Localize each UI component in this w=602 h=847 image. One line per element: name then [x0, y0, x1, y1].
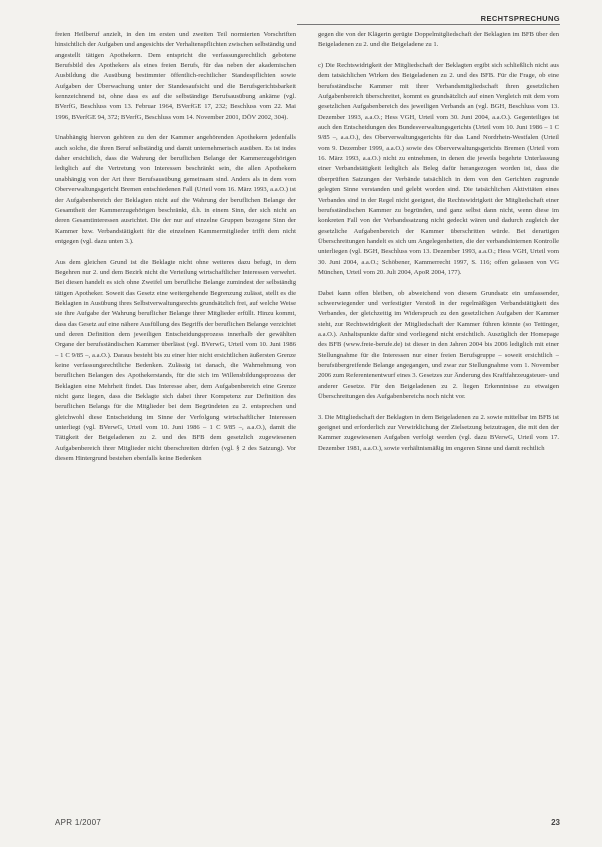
journal-issue: APR 1/2007 [55, 818, 102, 827]
paragraph: Aus dem gleichen Grund ist die Beklagte nicht ohne weiteres dazu befugt, in dem Begehren nur 2. und dem Bezirk nicht die Verteilung wirtschaftlicher Interessen verwehrt. Bei diesen handelt es sich ohne Zweifel um berufliche Belange zumindest der selbständig tätigen Apotheker. Soweit das Gesetz eine weitergehende Begrenzung zulässt, stellt es die Beklagten in Ausübung ihres Selbstverwaltungsrechts grundsätzlich frei, auf welche Weise sie ihre Aufgabe der Wahrung beruflicher Belange ihrer Mitglieder erfüllt. Hinzu kommt, dass das Gesetz auf eine nähere Ausfüllung des Begriffs der beruflichen Belange verzichtet und deren Definition dem jeweiligen Entscheidungsprozess innerhalb der gewählten Organe der berufsständischen Kammer überlässt (vgl. BVerwG, Urteil vom 10. Juni 1986 – 1 C 9/85 –, a.a.O.). Daraus besteht bis zu einer hier nicht ersichtlichen äußersten Grenze keine verfassungsrechtliche Bedenken. Zulässig ist danach, die Wahrnehmung von beruflichen Belangen des Apothekerstands, für die sich im Willensbildungsprozess der Beklagten eine Mehrheit findet. Das Interesse aber, dem Aufgabenbereich eine Grenze nicht ganz liegen, dass die Beklagte sich dabei ihrer Kompetenz zur Definition des beruflichen Belangs für die Mitglieder bei dem Begründeten zu 2. entsprechen und gleichwohl diese Entscheidung im Sinne der Verfolgung wirtschaftlicher Interessen unterliegt (vgl. BVerwG, Urteil vom 10. Juni 1986 – 1 C 9/85 –, a.a.O.), damit die Tätigkeit der Beigeladenen zu 2. und des BFB dem gesetzlich zugewiesenen Aufgabenbereich ihrer Mitglieder nicht überschreiten dürfen (vgl. § 2 des Satzung). Vor diesem Hintergrund bestehen ebenfalls keine Bedenken [55, 258, 296, 463]
paragraph: Unabhängig hiervon gehören zu den der Kammer angehörenden Apothekern jedenfalls auch solche, die ihren Beruf selbständig und damit unternehmerisch ausüben. Es ist indes daher ersichtlich, dass die Wahrung der beruflichen Belange der Kammerzugehörigen lediglich auf die Vertretung von Interessen beschränkt sein, die allen Apothekern unabhängig von der Art ihrer Berufsausübung gemeinsam sind. Anders als in dem vom Oberverwaltungsgericht Bremen entschiedenen Fall (Urteil vom 16. März 1993, a.a.O.) ist der Aufgabenbereich der Beklagten nicht auf die Wahrung der beruflichen Belange der Gesamtheit der Kammerzugehörigen beschränkt, d.h. in einem Sinn, der sich nicht an deren Gesamtinteressen ausrichtet. Die der nur auf einzelne Gruppen bezogene Sinn der Kammer bzw. Verbandstätigkeit für die einzelnen Kammermitglieder trifft dem nicht entgegen (vgl. dazu unten 3.). [55, 134, 296, 245]
paragraph: freien Heilberuf anzielt, in den im ersten und zweiten Teil normierten Vorschriften hinsichtlich der Aufgaben und angesichts der Verhaltenspflichten zwischen selbständig und angestellt tätigen Apothekern. Dem entspricht die verfassungsrechtlich gebotene Berufsbild des Apothekers als eines freien Berufs, für das neben der akademischen Ausbildung die Ausübung bestimmter öffentlich-rechtlicher Standespflichten sowie Aufgaben der Überwachung unter der Standesaufsicht und die Berufsgerichtsbarkeit kennzeichnend ist, ohne dass es auf die selbständige Berufsausübung ankäme (vgl. BVerfG, Beschluss vom 13. Februar 1964, BVerfGE 17, 232; Beschluss vom 22. Mai 1996, BVerfGE 94, 372; BVerfG, Beschluss vom 14. November 2001, DÖV 2002, 304). [55, 31, 296, 121]
paragraph: c) Die Rechtswidrigkeit der Mitgliedschaft der Beklagten ergibt sich schließlich nicht aus dem tatsächlichen Wirken des Beigeladenen zu 2. und des BFB. Für die Frage, ob eine berufsständische Kammer mit ihrer Verbandsmitgliedschaft ihren gesetzlichen Aufgabenbereich überschreitet, kommt es grundsätzlich auf einen Vergleich mit dem vom gesetzlichen Aufgabenbereich des jeweiligen Verbands an (vgl. BGH, Beschluss vom 13. Dezember 1993, a.a.O.; Hess VGH, Urteil vom 30. Juni 2004, a.a.O.). Gegenteiliges ist auch den Entscheidungen des Bundesverwaltungsgerichts (Urteil vom 10. Juni 1986 – 1 C 9/85 –, a.a.O.), des Oberverwaltungsgerichts für das Land Nordrhein-Westfalen (Urteil vom 9. Dezember 1999, a.a.O.) sowie des Oberverwaltungsgerichts Bremen (Urteil vom 16. März 1993, a.a.O.) nicht zu entnehmen, in denen die jeweils begehrte Unterlassung einer Verbandstätigkeit lediglich als Beleg dafür herangezogen worden ist, dass die überprüften Satzungen der Verbände tatsächlich in dem von den Gerichten zugrunde gelegten Sinne verstanden und gelebt worden sind. Die tatsächlichen Aktivitäten eines Verbandes sind in der Regel nicht geeignet, die Rechtswidrigkeit der Mitgliedschaft einer berufsständischen Kammer zu begründen, und ganz selbst dann nicht, wenn diese im konkreten Fall von der Verbandssatzung nicht gedeckt wären und dadurch zugleich der gesetzliche Aufgabenbereich der Kammer überschritten würde. Bei derartigen Überschreitungen handelt es sich um Angelegenheiten, die der verbandsinternen Kontrolle unterliegen (vgl. BGH, Beschluss vom 13. Dezember 1993, a.a.O.; Hess VGH, Urteil vom 30. Juni 2004, a.a.O.; Schöbener, Kammerrecht 1997, S. 116; offen gelassen von VG München, Urteil vom 20. Juli 2004, ApoR 2004, 177). [318, 62, 559, 276]
left-column [55, 30, 296, 806]
header-rule [297, 24, 560, 25]
paragraph: gegen die von der Klägerin gerügte Doppelmitgliedschaft der Beklagten im BFB über den Beigeladenen zu 2. und die Beigeladene zu 1. [318, 31, 559, 49]
paragraph: Dabei kann offen bleiben, ob abweichend von diesem Grundsatz ein umfassender, schwerwiegender und verfestigter Verstoß in der regelmäßigen Verbandstätigkeit des Verbandes, der gleichzeitig im Widerspruch zu den gesetzlichen Aufgaben der Kammer steht, zur Rechtswidrigkeit der Mitgliedschaft der Kammer führen könnte (so Tettinger, a.a.O.). Anhaltspunkte dafür sind vorliegend nicht ersichtlich. Auszüglich der Homepage des BFB (www.freie-berufe.de) ist dieser in den Jahren 2004 bis 2006 lediglich mit einer Stellungnahme für die Interessen nur einer freien Berufsgruppe – soweit ersichtlich – berufsübergreifende Belange angegangen, und zwar zur Stellungnahme vom 1. November 2006 zum Referentenentwurf eines 3. Gesetzes zur Änderung des Kraftfahrzeugsteuer- und anderer Gesetze. Für den Beigeladenen zu 2. liegen Erkenntnisse zu etwaigen Überschreitungen des Aufgabenbereichs noch nicht vor. [318, 289, 559, 401]
page-number: 23 [551, 818, 560, 827]
right-column [318, 30, 559, 806]
paragraph: 3. Die Mitgliedschaft der Beklagten in dem Beigeladenen zu 2. sowie mittelbar im BFB ist geeignet und erforderlich zur Verwirklichung der Zielsetzung beizutragen, die mit den der Kammer zugewiesenen Aufgaben verfolgt werden (vgl. dazu BVerwG, Urteil vom 17. Dezember 1981, a.a.O.), sowie verhältnismäßig im engeren Sinne und damit rechtlich [318, 413, 559, 452]
running-head: RECHTSPRECHUNG [480, 14, 560, 23]
